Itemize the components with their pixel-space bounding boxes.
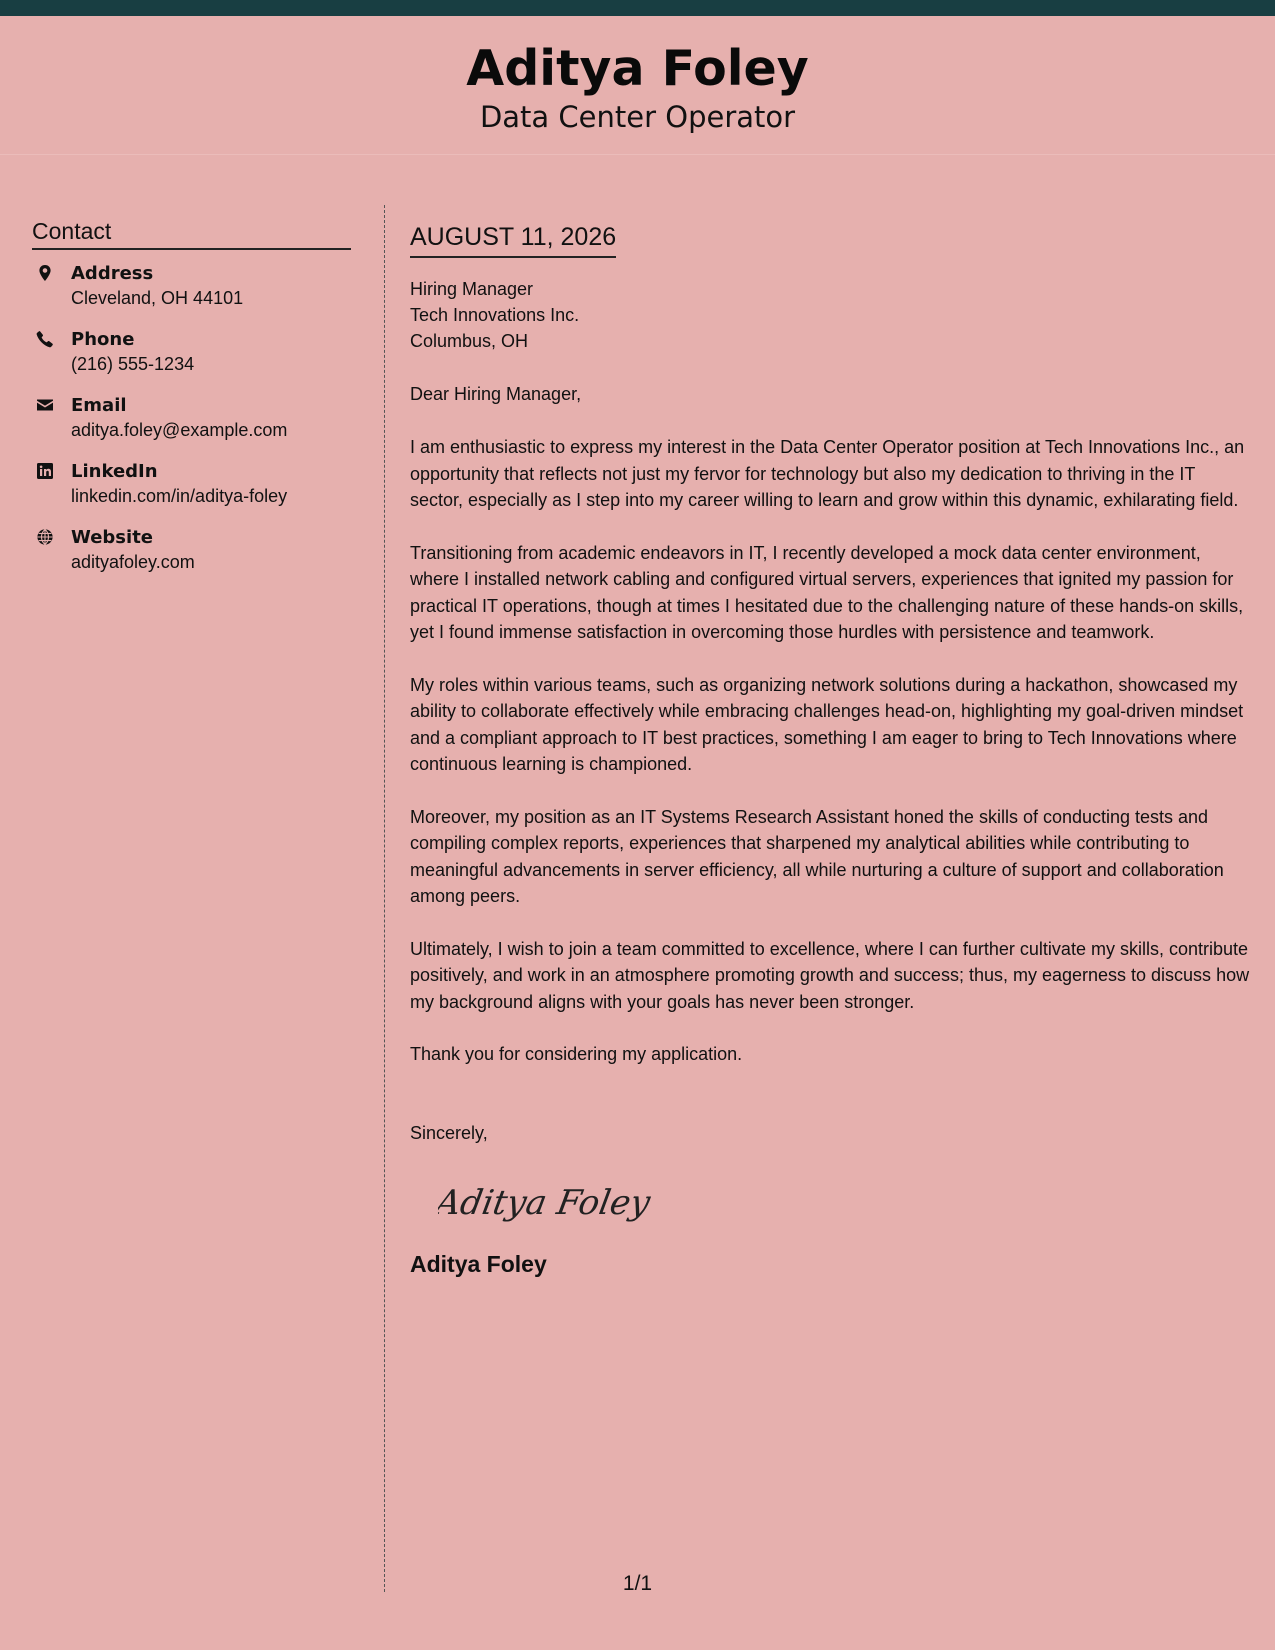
linkedin-value[interactable]: linkedin.com/in/aditya-foley [71,485,288,506]
paragraph-5: Ultimately, I wish to join a team committed to excellence, where I can further cultivate my skills, contribute positively, and work in an atmosphere promoting growth and success; thus, my eagerness to discuss how my background aligns with your goals has never been stronger. [410,938,1250,1012]
address-label: Address [71,262,154,284]
candidate-title: Data Center Operator [479,100,796,134]
signature-image [438,1170,698,1230]
signer-name: Aditya Foley [410,1250,547,1277]
phone-label: Phone [71,328,135,350]
recipient-location: Columbus, OH [410,331,529,351]
email-label: Email [71,394,127,416]
recipient-company: Tech Innovations Inc. [410,305,580,325]
recipient-block [410,276,1252,354]
cover-letter-body [410,222,1252,1278]
salutation: Dear Hiring Manager, [410,384,582,404]
website-label: Website [71,526,154,548]
candidate-name: Aditya Foley [466,40,809,97]
contact-item-website [32,526,351,575]
paragraph-6: Thank you for considering my application. [410,1044,743,1064]
linkedin-label: LinkedIn [71,460,158,482]
map-pin-icon [36,264,54,282]
contact-sidebar [32,218,351,592]
contact-item-email [32,394,351,443]
closing: Sincerely, [410,1122,488,1143]
linkedin-icon [36,462,54,480]
contact-item-phone [32,328,351,377]
top-accent-bar [0,0,1275,16]
paragraph-3: My roles within various teams, such as organizing network solutions during a hackathon, showcased my ability to collaborate effectively while embracing challenges head-on, highlighting my goal-driven mindset and a compliant approach to IT best practices, something I am eager to bring to Tech Innovations where continuous learning is championed. [410,674,1244,774]
globe-icon [36,528,54,546]
contact-heading: Contact [32,218,351,250]
resume-header [0,16,1275,155]
contact-item-address [32,262,351,311]
column-divider [384,205,385,1592]
website-value[interactable]: adityafoley.com [71,551,195,572]
page-number: 1/1 [622,1572,653,1595]
paragraph-4: Moreover, my position as an IT Systems Research Assistant honed the skills of conducting tests and compiling complex reports, experiences that sharpened my analytical abilities while contributing to meaningful advancements in server efficiency, all while nurturing a culture of support and collaboration among peers. [410,806,1224,906]
svg-text:Aditya Foley: Aditya Foley [438,1182,654,1223]
envelope-icon [36,396,54,414]
paragraph-2: Transitioning from academic endeavors in IT, I recently developed a mock data center environment, where I installed network cabling and configured virtual servers, experiences that ignited my passion for practical IT operations, though at times I hesitated due to the challenging nature of these hands-on skills, yet I found immense satisfaction in overcoming those hurdles with persistence and teamwork. [410,542,1244,642]
recipient-name: Hiring Manager [410,279,534,299]
address-value: Cleveland, OH 44101 [71,287,244,308]
phone-value[interactable]: (216) 555-1234 [71,353,195,374]
phone-icon [36,330,54,348]
paragraph-1: I am enthusiastic to express my interest in the Data Center Operator position at Tech Innovations Inc., an opportunity that reflects not just my fervor for technology but also my dedication to thriving in the IT sector, especially as I step into my career willing to learn and grow within this dynamic, exhilarating field. [410,437,1245,510]
letter-date: AUGUST 11, 2026 [410,222,616,258]
email-value[interactable]: aditya.foley@example.com [71,419,288,440]
contact-item-linkedin [32,460,351,509]
